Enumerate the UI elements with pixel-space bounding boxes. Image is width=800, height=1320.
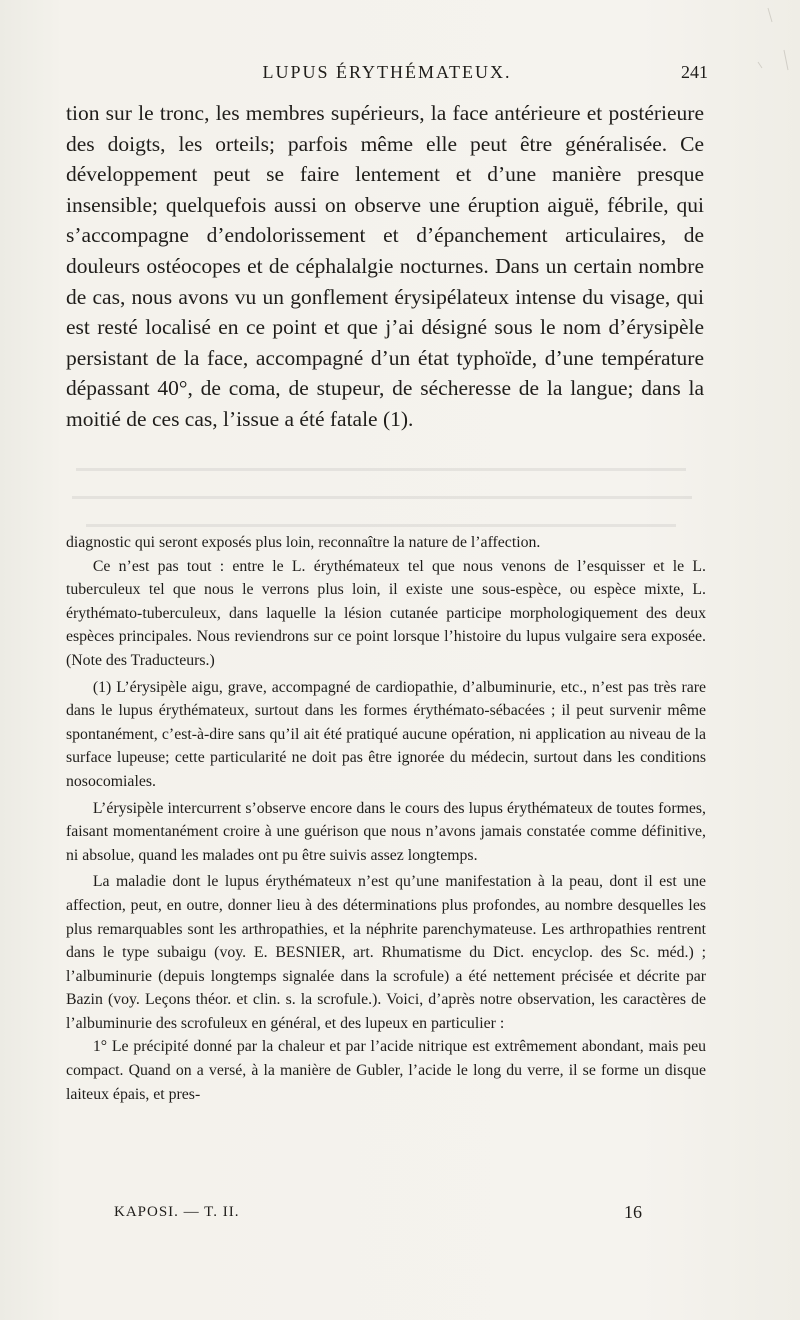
page-footer xyxy=(114,1204,642,1228)
main-paragraph: tion sur le tronc, les membres supérieurs, la face antérieure et postérieure des doigts, les orteils; parfois même elle peut être généralisée. Ce développement peut se faire lentement et d’une manière presque insensible; quelquefois aussi on observe une éruption aiguë, fébrile, qui s’accompagne d’endolorissement et d’épanchement articulaires, de douleurs ostéocopes et de céphalalgie nocturnes. Dans un certain nombre de cas, nous avons vu un gonflement érysipélateux intense du visage, qui est resté localisé en ce point et que j’ai désigné sous le nom d’érysipèle persistant de la face, accompagné d’un état typhoïde, d’une température dépassant 40°, de coma, de stupeur, de sécheresse de la langue; dans la moitié de ces cas, l’issue a été fatale (1). xyxy=(66,101,704,431)
footnote-paragraph: 1° Le précipité donné par la chaleur et par l’acide nitrique est extrêmement abondant, mais peu compact. Quand on a versé, à la manière de Gubler, l’acide le long du verre, il se forme un disque laiteux épais, et pres- xyxy=(66,1038,706,1103)
footnotes xyxy=(66,531,706,1106)
footnote-continuation: diagnostic qui seront exposés plus loin, reconnaître la nature de l’affection. xyxy=(66,534,541,551)
running-title: LUPUS ÉRYTHÉMATEUX. xyxy=(262,62,512,82)
paper-speck-decoration xyxy=(700,0,800,120)
footnote-paragraph: Ce n’est pas tout : entre le L. érythémateux tel que nous venons de l’esquisser et le L. tuberculeux tel que nous le verrons plus loin, il existe une sous-espèce, ou espèce mixte, L. érythémato-tuberculeux, dans laquelle la lésion cutanée participe morphologiquement des deux espèces principales. Nous reviendrons sur ce point lorsque l’histoire du lupus vulgaire sera exposée. (Note des Traducteurs.) xyxy=(66,557,706,669)
page-header xyxy=(66,62,708,92)
signature-mark: KAPOSI. — T. II. xyxy=(114,1204,240,1220)
footnote-paragraph: La maladie dont le lupus érythémateux n’est qu’une manifestation à la peau, dont il est une affection, peut, en outre, donner lieu à des déterminations plus profondes, au nombre desquelles les plus remarquables sont les arthropathies, et la néphrite parenchymateuse. Les arthropathies rentrent dans le type subaigu (voy. E. BESNIER, art. Rhumatisme du Dict. encyclop. des Sc. méd.) ; l’albuminurie (depuis longtemps signalée dans la scrofule) a été nettement précisée et décrite par Bazin (voy. Leçons théor. et clin. s. la scrofule.). Voici, d’après notre observation, les caractères de l’albuminurie des scrofuleux en général, et des lupeux en particulier : xyxy=(66,873,706,1032)
footnote-1: (1) L’érysipèle aigu, grave, accompagné de cardiopathie, d’albuminurie, etc., n’est pas très rare dans le lupus érythémateux, surtout dans les formes érythémato-sébacées ; il peut survenir même spontanément, c’est-à-dire sans qu’il ait été pratiqué aucune opération, ni application au niveau de la surface lupeuse; cette particularité ne doit pas être ignorée du médecin, surtout dans les conditions nosocomiales. xyxy=(66,678,706,790)
sheet-number: 16 xyxy=(624,1202,642,1222)
page-number: 241 xyxy=(681,62,708,82)
footnote-paragraph: L’érysipèle intercurrent s’observe encore dans le cours des lupus érythémateux de toutes formes, faisant momentanément croire à une guérison que nous n’avons jamais constatée comme définitive, ni absolue, quand les malades ont pu être suivis assez longtemps. xyxy=(66,799,706,864)
